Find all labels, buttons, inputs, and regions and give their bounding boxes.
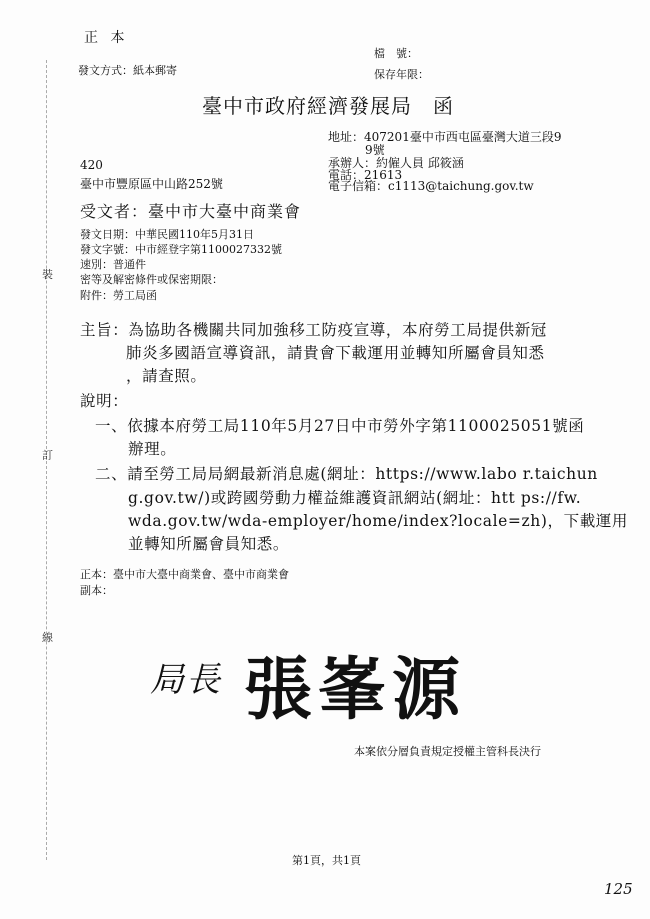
sender-phone: 電話：21613 xyxy=(328,168,403,182)
address-value: 407201臺中市西屯區臺灣大道三段9 xyxy=(364,130,562,144)
address-label: 地址： xyxy=(328,130,365,144)
postal-code: 420 xyxy=(80,158,103,172)
subject-line-1: 主旨：為協助各機關共同加強移工防疫宣導，本府勞工局提供新冠 xyxy=(80,321,547,339)
binding-mark-ding: 訂 xyxy=(42,449,53,462)
explanation-item-1-line-1: 一、依據本府勞工局110年5月27日中市勞外字第1100025051號函 xyxy=(95,417,585,435)
explanation-item-1-line-2: 辦理。 xyxy=(128,440,177,458)
explanation-item-2-line-3: wda.gov.tw/wda-employer/home/index?locale=zh)，下載運用 xyxy=(128,512,629,530)
sender-address xyxy=(328,128,561,145)
explanation-item-2-line-1: 二、請至勞工局局網最新消息處(網址：https://www.labo r.taichun xyxy=(95,465,598,483)
explanation-item-2-line-2: g.gov.tw/)或跨國勞動力權益維護資訊網站(網址：htt ps://fw. xyxy=(128,489,582,507)
document-number: 發文字號：中市經登字第1100027332號 xyxy=(80,243,282,256)
copy-type-label: 正 本 xyxy=(84,30,129,46)
corner-mark: 125 xyxy=(604,880,633,898)
signature-name: 張峯源 xyxy=(244,650,467,730)
sender-contact: 承辦人：約僱人員 邱筱涵 xyxy=(328,156,464,170)
copy-recipients: 副本： xyxy=(80,584,113,597)
subject-line-2: 肺炎多國語宣導資訊，請貴會下載運用並轉知所屬會員知悉 xyxy=(126,344,545,362)
issue-date: 發文日期：中華民國110年5月31日 xyxy=(80,228,254,241)
secrecy-level: 密等及解密條件或保密期限： xyxy=(80,273,223,286)
authorization-note: 本案依分層負責規定授權主管科長決行 xyxy=(354,745,541,758)
file-number-label: 檔 號： xyxy=(374,47,418,60)
binding-mark-zhuang: 裝 xyxy=(42,268,53,281)
delivery-speed: 速別：普通件 xyxy=(80,258,146,271)
recipient: 受文者：臺中市大臺中商業會 xyxy=(80,202,302,221)
page-number: 第1頁，共1頁 xyxy=(292,854,361,867)
attachment: 附件：勞工局函 xyxy=(80,289,157,302)
subject-line-3: ，請查照。 xyxy=(126,367,207,385)
original-recipients: 正本：臺中市大臺中商業會、臺中市商業會 xyxy=(80,568,289,581)
recipient-address: 臺中市豐原區中山路252號 xyxy=(80,177,223,191)
send-method: 發文方式：紙本郵寄 xyxy=(78,64,177,77)
binding-mark-xian: 線 xyxy=(42,631,53,644)
signature-title: 局長 xyxy=(150,660,222,700)
retention-label: 保存年限： xyxy=(374,68,429,81)
sender-email: 電子信箱：c1113@taichung.gov.tw xyxy=(328,179,534,193)
explanation-item-2-line-4: 並轉知所屬會員知悉。 xyxy=(128,535,290,553)
explanation-heading: 說明： xyxy=(80,392,129,410)
sender-address-cont: 9號 xyxy=(365,143,385,157)
document-title: 臺中市政府經濟發展局 函 xyxy=(202,94,454,118)
